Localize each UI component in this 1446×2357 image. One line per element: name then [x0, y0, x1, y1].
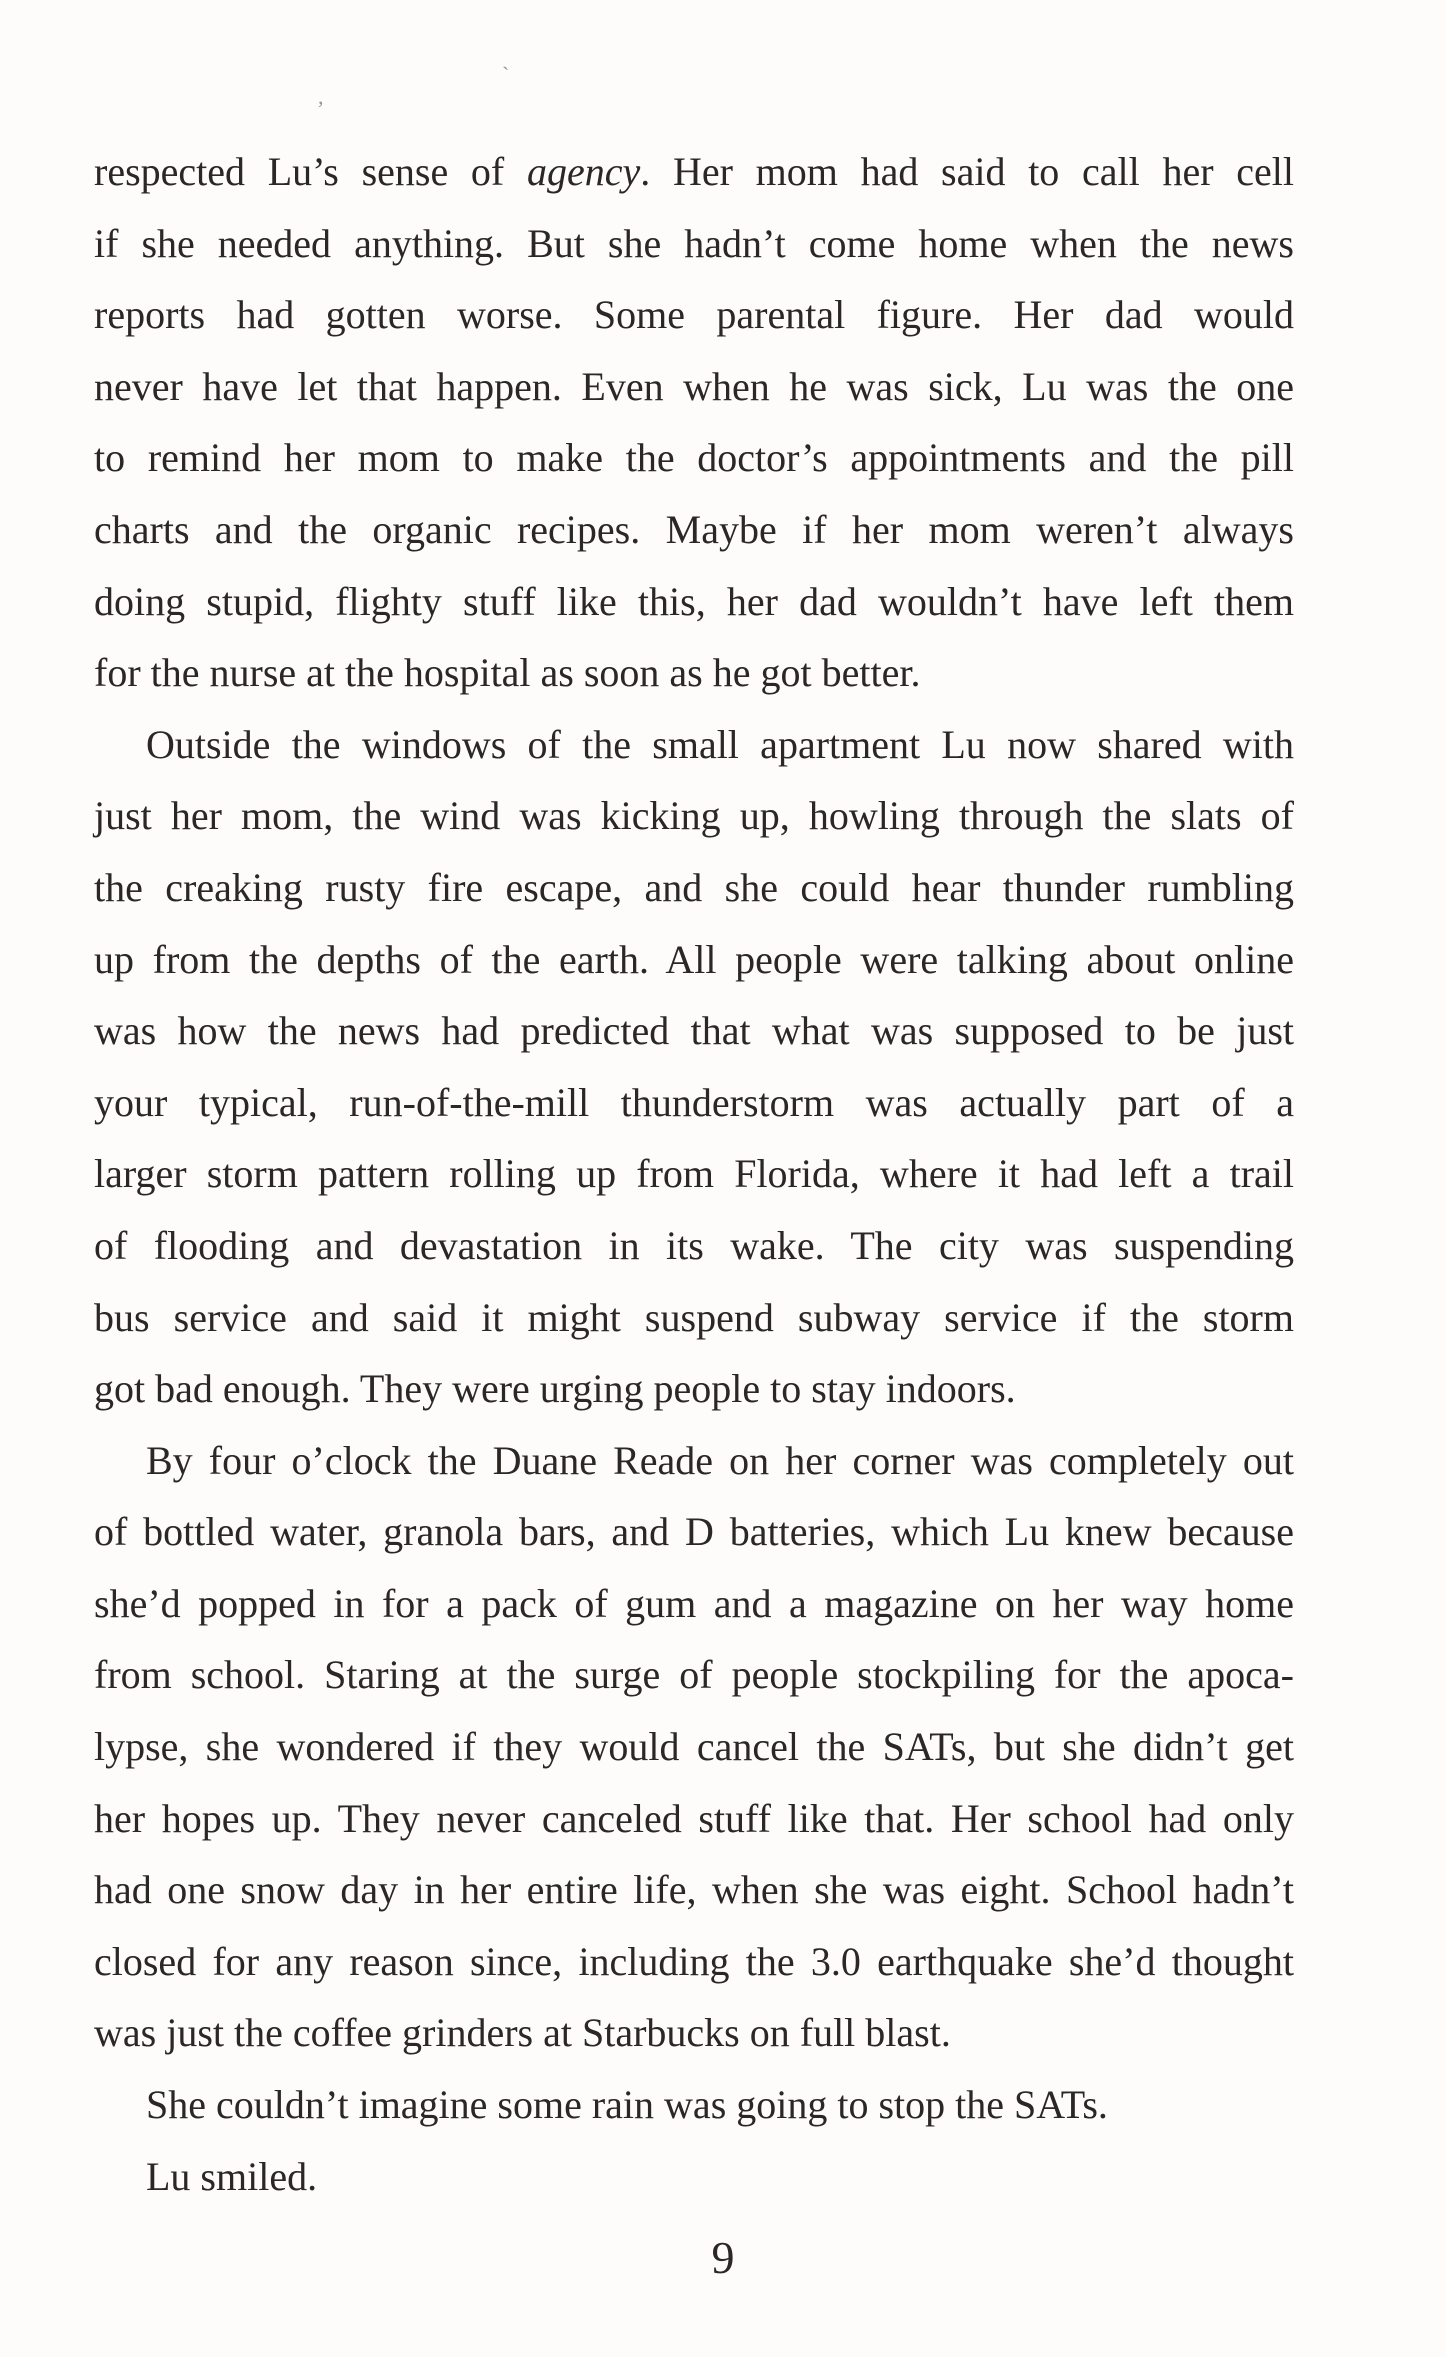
- text-line: she’d popped in for a pack of gum and a magazine on her way home: [94, 1580, 1294, 1626]
- body-text: [94, 136, 1294, 2212]
- text-line: from school. Staring at the surge of people stockpiling for the apoca-: [94, 1652, 1294, 1698]
- text-line: of bottled water, granola bars, and D batteries, which Lu knew because: [94, 1509, 1294, 1555]
- emphasized-word: agency: [526, 149, 641, 194]
- text-line: to remind her mom to make the doctor’s appointments and the pill: [94, 435, 1294, 481]
- text-line: lypse, she wondered if they would cancel the SATs, but she didn’t get: [94, 1724, 1294, 1770]
- text-line: if she needed anything. But she hadn’t come home when the news: [94, 220, 1294, 266]
- text-line: never have let that happen. Even when he was sick, Lu was the one: [94, 363, 1294, 409]
- text-line: the creaking rusty fire escape, and she could hear thunder rumbling: [94, 864, 1294, 910]
- text-line: Lu smiled.: [146, 2153, 318, 2199]
- text-line: had one snow day in her entire life, when she was eight. School hadn’t: [94, 1867, 1294, 1913]
- text-line: for the nurse at the hospital as soon as he got better.: [94, 650, 921, 696]
- text-line: doing stupid, flighty stuff like this, her dad wouldn’t have left them: [94, 578, 1294, 624]
- text-line: was just the coffee grinders at Starbucks on full blast.: [94, 2010, 951, 2056]
- text-line: got bad enough. They were urging people to stay indoors.: [94, 1366, 1016, 1412]
- text-line: charts and the organic recipes. Maybe if her mom weren’t always: [94, 506, 1294, 552]
- text-line: closed for any reason since, including the 3.0 earthquake she’d thought: [94, 1938, 1294, 1984]
- text-line: of flooding and devastation in its wake. The city was suspending: [94, 1222, 1294, 1268]
- text-line: By four o’clock the Duane Reade on her corner was completely out: [146, 1437, 1294, 1483]
- text-line: was how the news had predicted that what was supposed to be just: [94, 1008, 1294, 1054]
- scan-speck: ,: [318, 84, 324, 109]
- text-line: bus service and said it might suspend subway service if the storm: [94, 1294, 1294, 1340]
- text-line: your typical, run-of-the-mill thunderstorm was actually part of a: [94, 1079, 1294, 1125]
- text-line: her hopes up. They never canceled stuff like that. Her school had only: [94, 1795, 1294, 1841]
- text-line: Outside the windows of the small apartment Lu now shared with: [146, 721, 1294, 767]
- text-line: larger storm pattern rolling up from Florida, where it had left a trail: [94, 1151, 1294, 1197]
- text-line: reports had gotten worse. Some parental figure. Her dad would: [94, 292, 1294, 338]
- page-number: 9: [711, 2232, 735, 2283]
- scan-speck: `: [502, 62, 510, 87]
- text-line: just her mom, the wind was kicking up, howling through the slats of: [94, 793, 1294, 839]
- text-line: up from the depths of the earth. All people were talking about online: [94, 936, 1294, 982]
- text-line: She couldn’t imagine some rain was going to stop the SATs.: [146, 2082, 1108, 2128]
- text-line: respected Lu’s sense of agency. Her mom had said to call her cell: [94, 149, 1295, 194]
